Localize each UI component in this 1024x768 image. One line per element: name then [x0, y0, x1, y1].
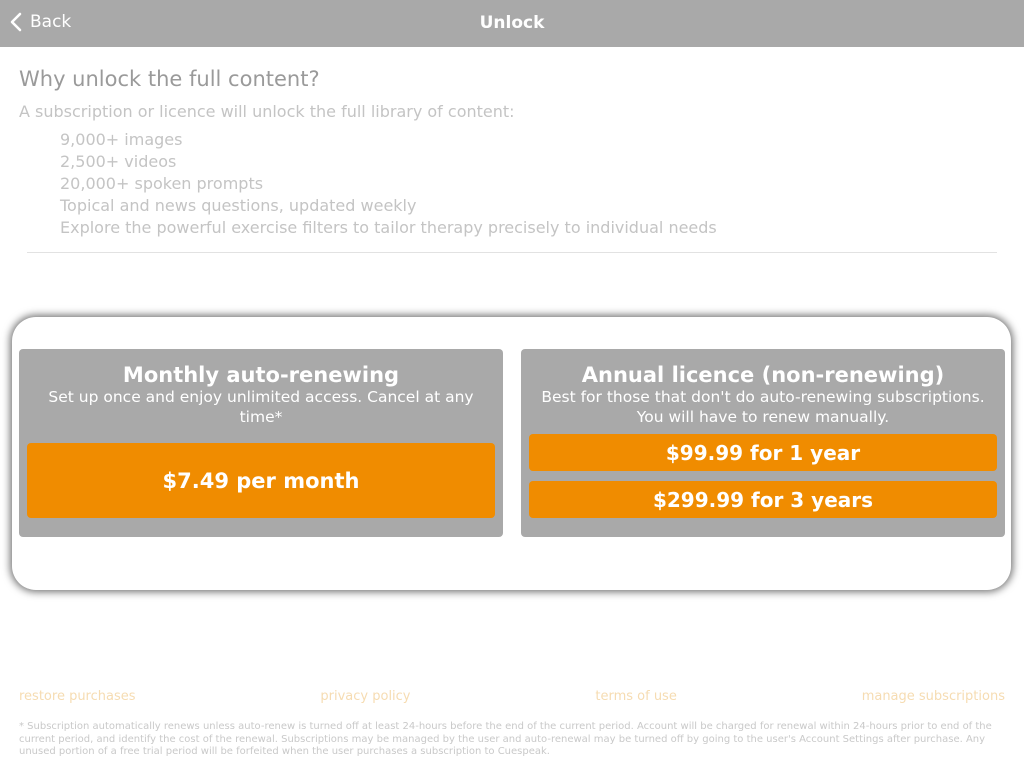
- feature-item: Explore the powerful exercise filters to tailor therapy precisely to individual needs: [60, 218, 717, 237]
- intro-heading: Why unlock the full content?: [19, 67, 320, 91]
- footer-links: [19, 689, 1005, 704]
- monthly-plan-title: Monthly auto-renewing: [122, 363, 400, 387]
- feature-item: 20,000+ spoken prompts: [60, 174, 264, 193]
- three-year-price-button[interactable]: $299.99 for 3 years: [529, 481, 997, 518]
- section-divider: [27, 252, 997, 253]
- annual-plan-title: Annual licence (non-renewing): [581, 363, 945, 387]
- feature-item: 9,000+ images: [60, 130, 183, 149]
- page-title: Unlock: [479, 13, 545, 33]
- back-label: Back: [30, 12, 72, 32]
- navigation-bar: [0, 0, 1024, 47]
- privacy-policy-link[interactable]: privacy policy: [320, 689, 411, 704]
- feature-item: Topical and news questions, updated weekly: [60, 196, 417, 215]
- annual-plan-panel: [521, 349, 1005, 537]
- restore-purchases-link[interactable]: restore purchases: [19, 689, 136, 704]
- monthly-price-button[interactable]: $7.49 per month: [27, 443, 495, 518]
- intro-description: A subscription or licence will unlock the full library of content:: [19, 102, 515, 121]
- terms-of-use-link[interactable]: terms of use: [595, 689, 677, 704]
- feature-item: 2,500+ videos: [60, 152, 177, 171]
- manage-subscriptions-link[interactable]: manage subscriptions: [861, 689, 1005, 704]
- monthly-plan-description: Set up once and enjoy unlimited access. Cancel at any time*: [48, 388, 474, 426]
- one-year-price-button[interactable]: $99.99 for 1 year: [529, 434, 997, 471]
- feature-list: [60, 129, 717, 239]
- annual-plan-description: Best for those that don't do auto-renewing subscriptions. You will have to renew manually.: [541, 388, 985, 426]
- subscription-disclaimer: * Subscription automatically renews unless auto-renew is turned off at least 24-hours before the end of the current period. Account will be charged for renewal within 24-hours prior to end of the current period, and identify the cost of the renewal. Subscriptions may be managed by the user and auto-renewal may be turned off by going to the user's Account Settings after purchase. Any unused portion of a free trial period will be forfeited when the user purchases a subscription to Cuespeak.: [19, 721, 992, 757]
- monthly-plan-panel: [19, 349, 503, 537]
